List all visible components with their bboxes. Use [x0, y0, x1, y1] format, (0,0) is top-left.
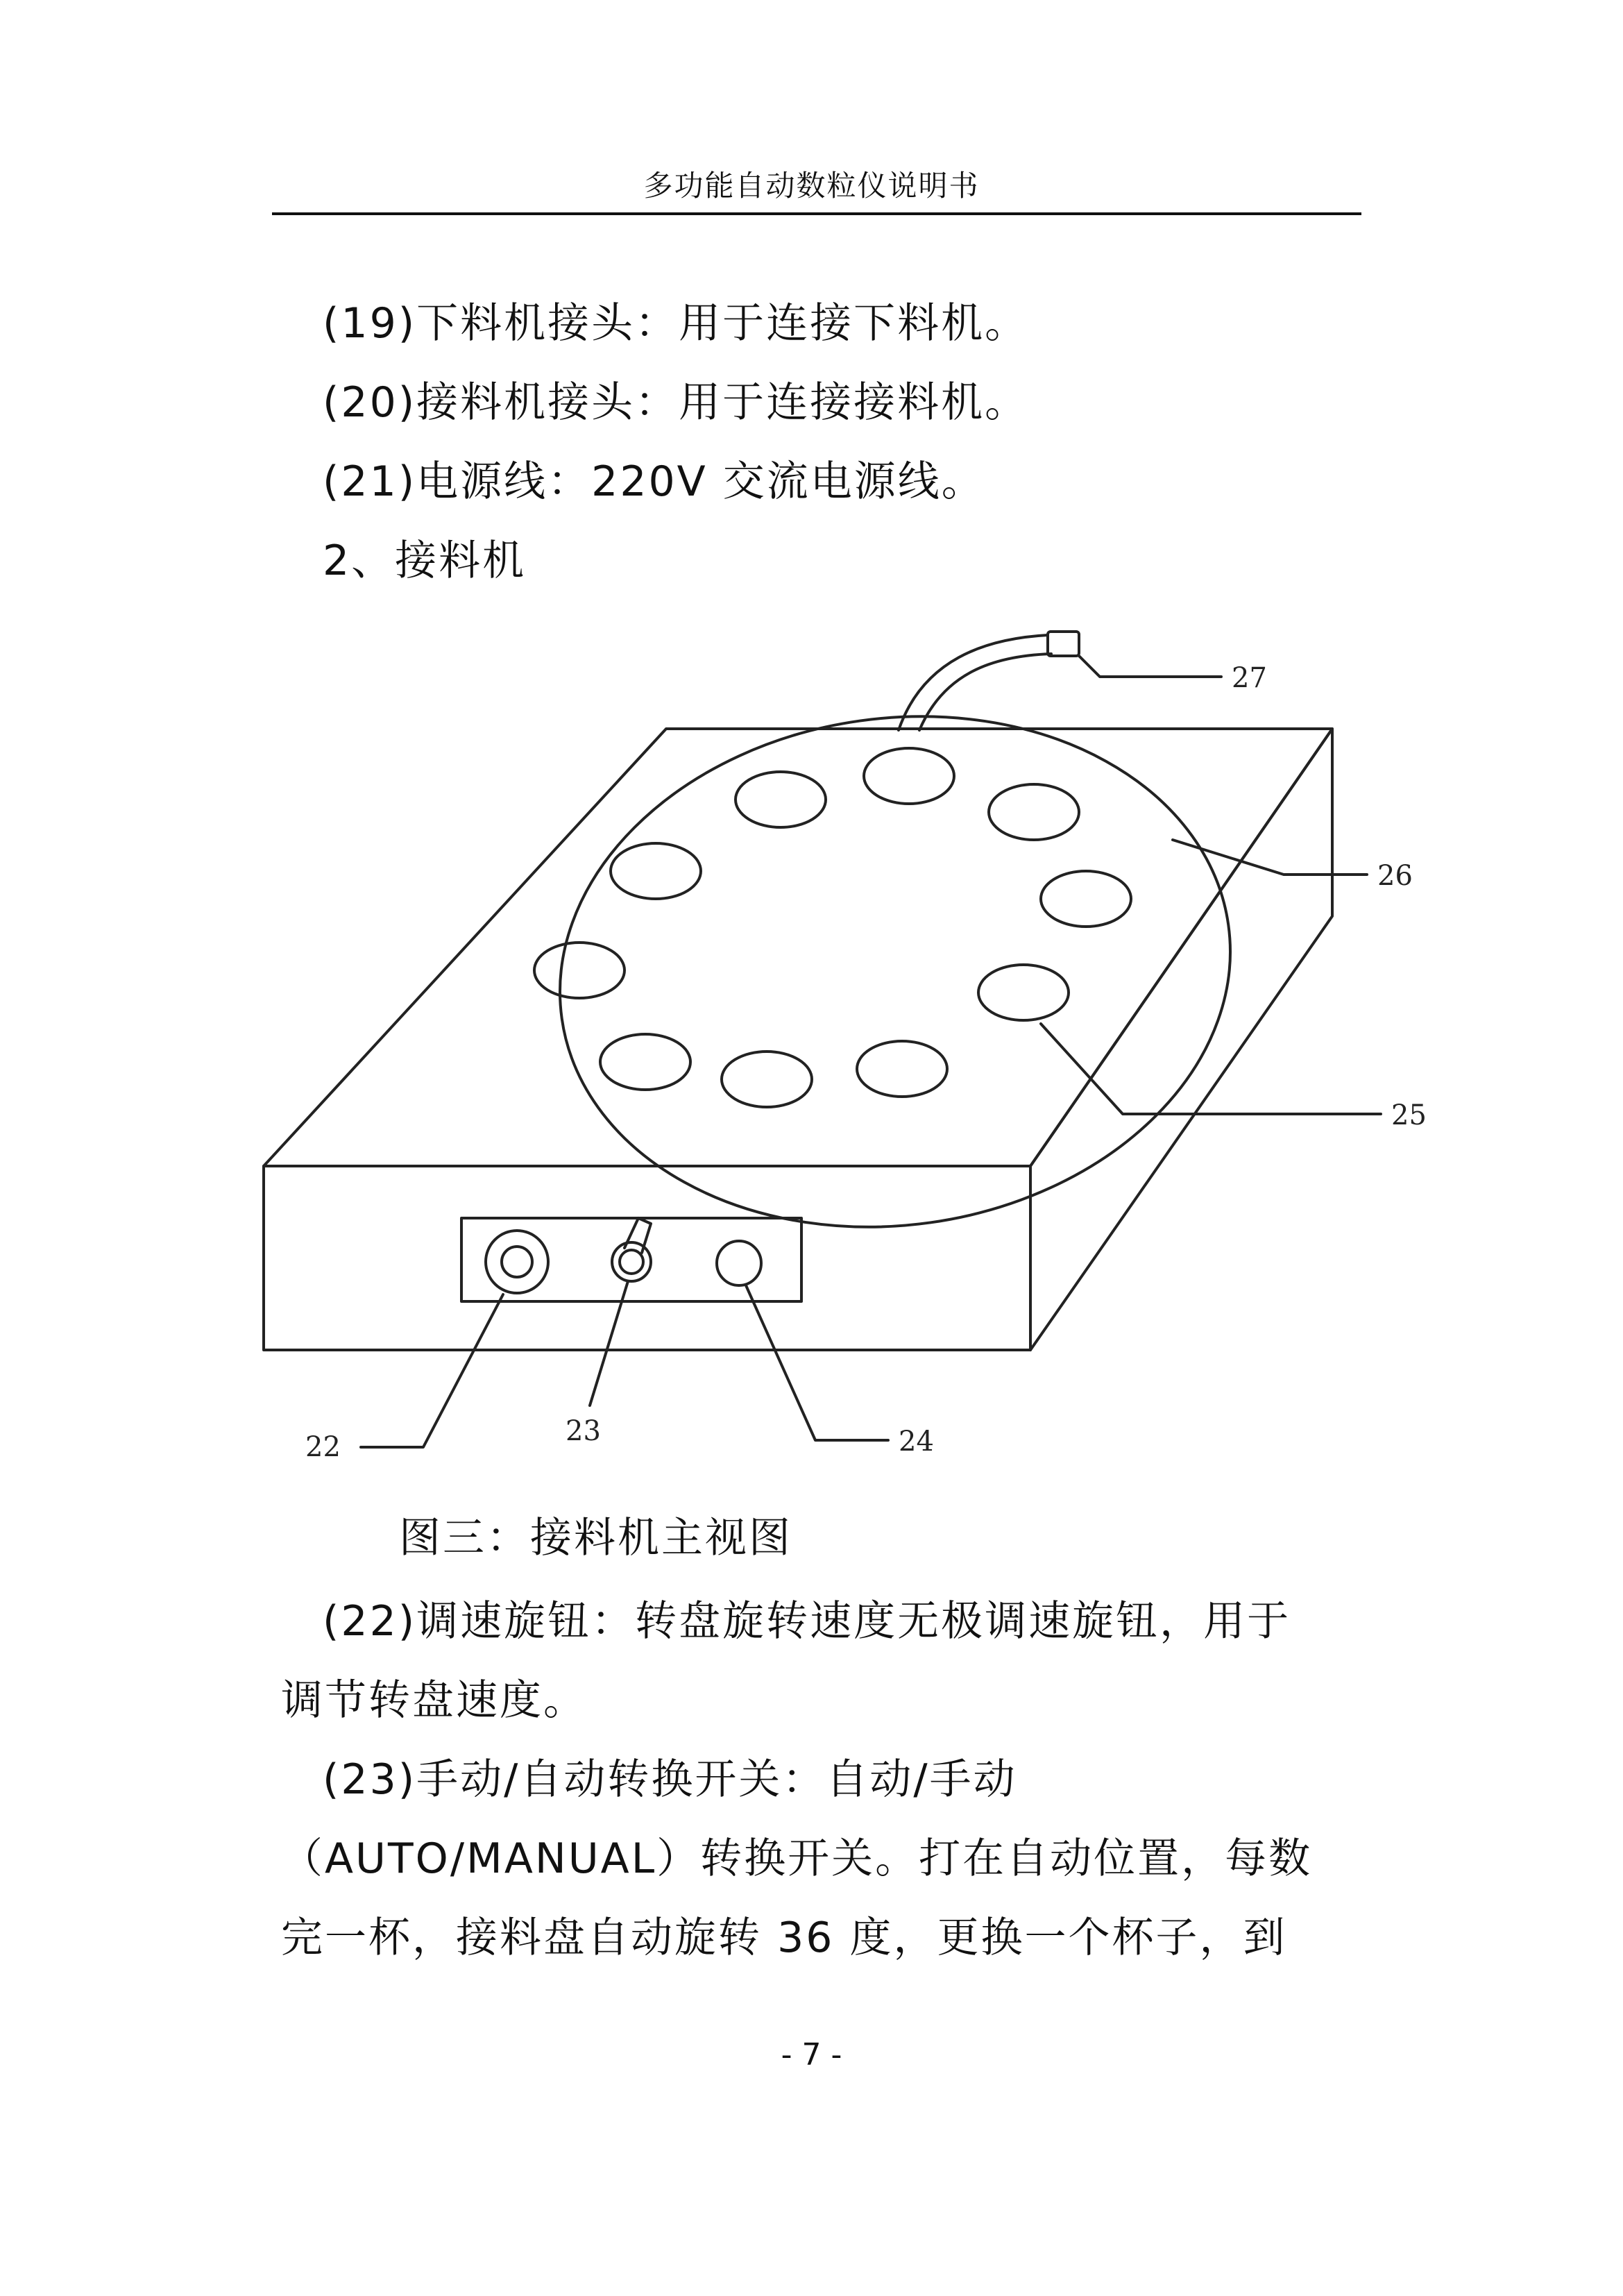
cup-hole — [736, 772, 826, 827]
item-19-text: (19)下料机接头：用于连接下料机。 — [323, 299, 1029, 348]
item-20-text: (20)接料机接头：用于连接接料机。 — [323, 378, 1029, 427]
box-front-face — [264, 1166, 1030, 1350]
callout-26: 26 — [1377, 860, 1413, 892]
turntable — [527, 674, 1264, 1269]
figure-caption: 图三：接料机主视图 — [399, 1514, 792, 1562]
power-cable-edge — [919, 654, 1051, 730]
cup-hole — [864, 748, 954, 804]
speed-knob — [486, 1231, 548, 1293]
item-23-line-3: 完一杯，接料盘自动旋转 36 度，更换一个杯子，到 — [281, 1914, 1287, 1962]
callout-22: 22 — [305, 1431, 341, 1463]
receiver-machine-diagram — [257, 611, 1506, 1478]
cup-hole — [989, 784, 1079, 840]
mode-switch-inner — [620, 1250, 643, 1274]
cup-hole — [1041, 871, 1131, 927]
mode-switch-lever — [624, 1218, 651, 1253]
page-number: - 7 - — [781, 2037, 842, 2073]
item-22-line-1: (22)调速旋钮：转盘旋转速度无极调速旋钮，用于 — [323, 1597, 1291, 1646]
cup-hole — [534, 943, 624, 998]
item-21-text: (21)电源线：220V 交流电源线。 — [323, 457, 985, 506]
header-rule — [272, 212, 1361, 215]
section-heading: 2、接料机 — [323, 537, 527, 585]
indicator-light — [717, 1241, 761, 1285]
item-23-line-1: (23)手动/自动转换开关：自动/手动 — [323, 1755, 1017, 1804]
cup-hole — [857, 1041, 947, 1097]
cup-hole — [978, 965, 1069, 1020]
leader-line-23 — [590, 1281, 628, 1406]
header-title: 多功能自动数粒仪说明书 — [643, 169, 980, 203]
callout-25: 25 — [1391, 1099, 1427, 1131]
callout-24: 24 — [899, 1426, 934, 1458]
speed-knob-inner — [502, 1247, 532, 1277]
leader-line-24 — [746, 1285, 888, 1440]
callout-27: 27 — [1232, 662, 1267, 694]
callout-23: 23 — [566, 1415, 601, 1447]
leader-line-27 — [1079, 656, 1221, 677]
item-22-line-2: 调节转盘速度。 — [281, 1676, 587, 1725]
cup-hole — [722, 1052, 812, 1107]
leader-line-26 — [1173, 840, 1367, 875]
cup-hole — [600, 1034, 690, 1090]
mode-switch — [612, 1242, 651, 1281]
leader-line-22 — [361, 1294, 503, 1447]
cable-plug — [1048, 632, 1079, 656]
cup-hole — [611, 843, 701, 899]
item-23-line-2: （AUTO/MANUAL）转换开关。打在自动位置，每数 — [281, 1834, 1313, 1883]
